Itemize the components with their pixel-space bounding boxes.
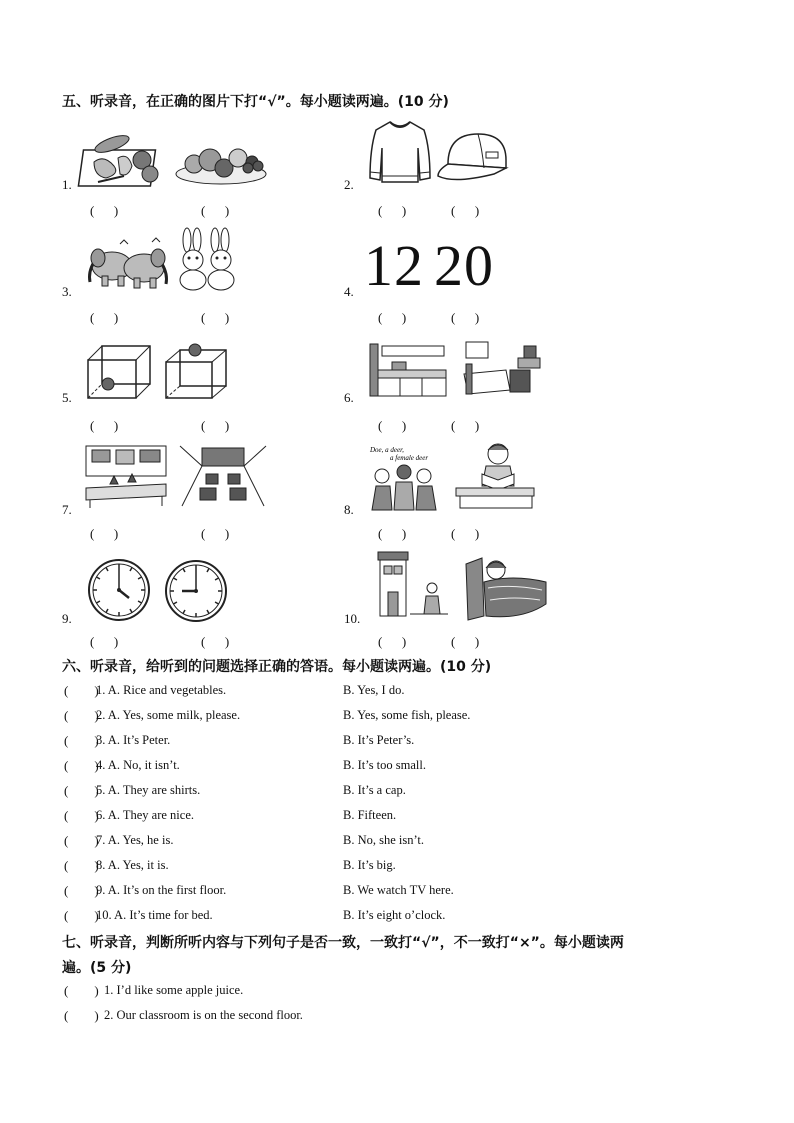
street-scene-icon (376, 548, 450, 620)
answer-blank-q6[interactable]: ( ) (64, 808, 99, 823)
ball-on-box-icon (164, 342, 228, 400)
reading-boy-icon (452, 440, 538, 512)
answer-blank-3a[interactable]: ( ) (90, 310, 119, 325)
section6-title: 六、听录音，给听到的问题选择正确的答语。每小题读两遍。(10 分) (62, 659, 492, 675)
item-number-9: 9. (62, 611, 72, 626)
judge-blank-1[interactable]: ( ) (64, 983, 99, 998)
option-b-q5: B. It’s a cap. (343, 783, 406, 797)
judge-sentence-2: 2. Our classroom is on the second floor. (104, 1008, 303, 1022)
option-a-q5: 5. A. They are shirts. (96, 783, 201, 797)
item-number-10: 10. (344, 611, 361, 626)
cap-icon (434, 130, 510, 186)
judge-sentence-1: 1. I’d like some apple juice. (104, 983, 244, 997)
item-number-3: 3. (62, 284, 72, 299)
singing-girls-icon (368, 444, 440, 512)
answer-blank-q2[interactable]: ( ) (64, 708, 99, 723)
option-b-q1: B. Yes, I do. (343, 683, 405, 697)
answer-blank-1a[interactable]: ( ) (90, 203, 119, 218)
option-b-q4: B. It’s too small. (343, 758, 426, 772)
answer-blank-2b[interactable]: ( ) (451, 203, 480, 218)
item-number-6: 6. (344, 390, 354, 405)
number-20-icon: 20 (434, 233, 494, 298)
sleeping-girl-icon (462, 556, 548, 622)
answer-blank-4b[interactable]: ( ) (451, 310, 480, 325)
answer-blank-q4[interactable]: ( ) (64, 758, 99, 773)
judge-blank-2[interactable]: ( ) (64, 1008, 99, 1023)
option-b-q6: B. Fifteen. (343, 808, 397, 822)
option-b-q8: B. It’s big. (343, 858, 396, 872)
option-b-q9: B. We watch TV here. (343, 883, 454, 897)
option-b-q2: B. Yes, some fish, please. (343, 708, 471, 722)
option-a-q6: 6. A. They are nice. (96, 808, 194, 822)
item-number-2: 2. (344, 177, 354, 192)
answer-blank-9b[interactable]: ( ) (201, 634, 230, 649)
clock-four-icon (87, 558, 151, 622)
item-number-5: 5. (62, 390, 72, 405)
vegetables-plate-icon (84, 132, 164, 190)
art-room-icon (84, 444, 168, 510)
answer-blank-8a[interactable]: ( ) (378, 526, 407, 541)
option-b-q10: B. It’s eight o’clock. (343, 908, 446, 922)
option-b-q3: B. It’s Peter’s. (343, 733, 415, 747)
option-a-q7: 7. A. Yes, he is. (96, 833, 174, 847)
answer-blank-8b[interactable]: ( ) (451, 526, 480, 541)
item-number-8: 8. (344, 502, 354, 517)
option-a-q10: 10. A. It’s time for bed. (96, 908, 213, 922)
option-a-q9: 9. A. It’s on the first floor. (96, 883, 227, 897)
answer-blank-4a[interactable]: ( ) (378, 310, 407, 325)
answer-blank-1b[interactable]: ( ) (201, 203, 230, 218)
classroom-icon (178, 444, 268, 510)
fruit-plate-icon (174, 140, 268, 186)
kitchen-icon (368, 340, 448, 400)
sign-line-2: a female deer (390, 454, 429, 462)
sweater-icon (368, 118, 432, 186)
section7-title-line2: 遍。(5 分) (62, 960, 132, 976)
option-a-q1: 1. A. Rice and vegetables. (96, 683, 227, 697)
answer-blank-q1[interactable]: ( ) (64, 683, 99, 698)
item-number-1: 1. (62, 177, 72, 192)
answer-blank-2a[interactable]: ( ) (378, 203, 407, 218)
item-number-7: 7. (62, 502, 72, 517)
elephants-icon (86, 236, 170, 292)
answer-blank-q10[interactable]: ( ) (64, 908, 99, 923)
option-a-q3: 3. A. It’s Peter. (96, 733, 171, 747)
rabbits-icon (177, 228, 237, 292)
number-12-icon: 12 (364, 233, 424, 298)
ball-in-box-icon (86, 344, 152, 400)
answer-blank-3b[interactable]: ( ) (201, 310, 230, 325)
section7-title-line1: 七、听录音，判断所听内容与下列句子是否一致，一致打“√”，不一致打“×”。每小题读两 (62, 935, 624, 951)
section5-title: 五、听录音，在正确的图片下打“√”。每小题读两遍。(10 分) (62, 94, 449, 110)
option-b-q7: B. No, she isn’t. (343, 833, 425, 847)
answer-blank-q5[interactable]: ( ) (64, 783, 99, 798)
answer-blank-7a[interactable]: ( ) (90, 526, 119, 541)
answer-blank-7b[interactable]: ( ) (201, 526, 230, 541)
option-a-q2: 2. A. Yes, some milk, please. (96, 708, 241, 722)
answer-blank-10b[interactable]: ( ) (451, 634, 480, 649)
bedroom-icon (462, 340, 540, 400)
answer-blank-5b[interactable]: ( ) (201, 418, 230, 433)
answer-blank-5a[interactable]: ( ) (90, 418, 119, 433)
answer-blank-q9[interactable]: ( ) (64, 883, 99, 898)
answer-blank-9a[interactable]: ( ) (90, 634, 119, 649)
item-number-4: 4. (344, 284, 354, 299)
answer-blank-10a[interactable]: ( ) (378, 634, 407, 649)
answer-blank-6b[interactable]: ( ) (451, 418, 480, 433)
option-a-q4: 4. A. No, it isn’t. (96, 758, 180, 772)
answer-blank-q3[interactable]: ( ) (64, 733, 99, 748)
answer-blank-q7[interactable]: ( ) (64, 833, 99, 848)
answer-blank-q8[interactable]: ( ) (64, 858, 99, 873)
clock-nine-icon (164, 559, 228, 623)
sign-line-1: Doe, a deer, (370, 446, 404, 454)
option-a-q8: 8. A. Yes, it is. (96, 858, 169, 872)
answer-blank-6a[interactable]: ( ) (378, 418, 407, 433)
